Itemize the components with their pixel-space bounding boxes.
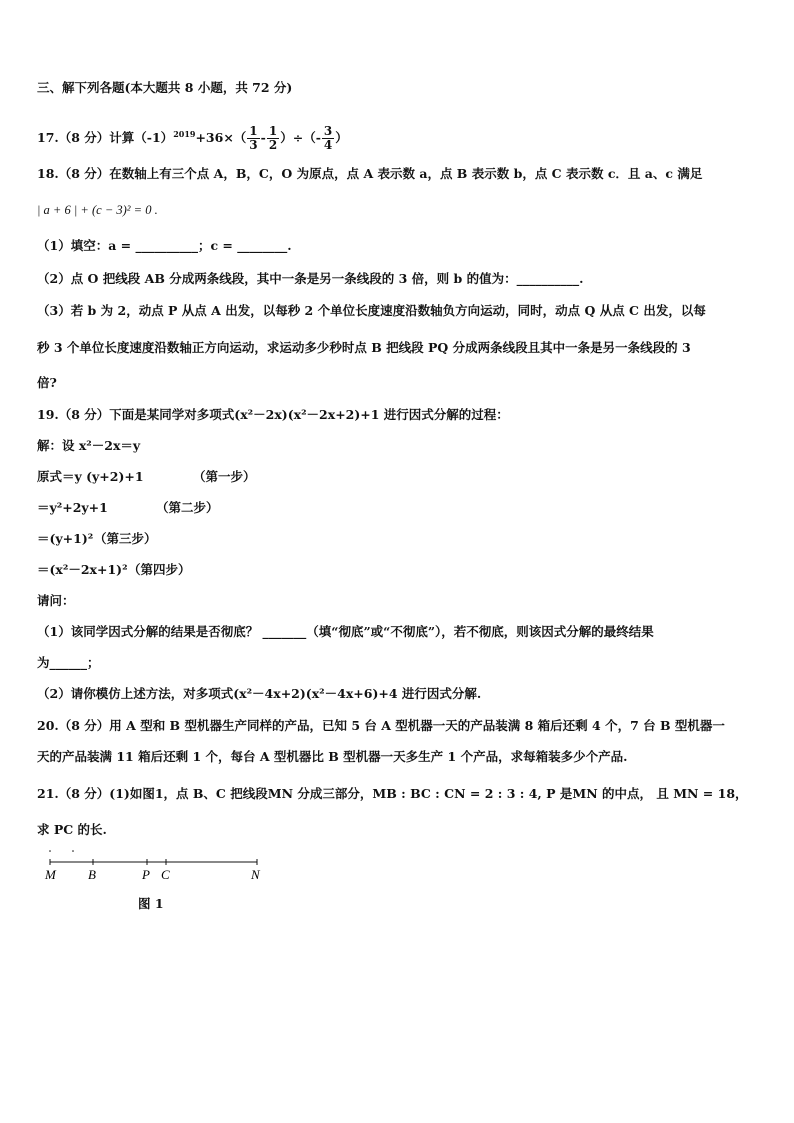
q19-part1-line2: 为______； bbox=[37, 655, 100, 670]
q20-line1: 20.（8 分）用 A 型和 B 型机器生产同样的产品，已知 5 台 A 型机器一天的产品装满 8 箱后还剩 4 个，7 台 B 型机器一 bbox=[37, 718, 725, 733]
frac1-num: 1 bbox=[249, 124, 258, 139]
dot-mark-2 bbox=[72, 850, 74, 852]
q21-line2: 求 PC 的长. bbox=[37, 822, 107, 837]
q17-end: ） bbox=[335, 130, 348, 146]
frac2-num: 1 bbox=[268, 124, 278, 139]
q18-part3-line3: 倍? bbox=[37, 375, 57, 390]
q20-line2: 天的产品装满 11 箱后还剩 1 个，每台 A 型机器比 B 型机器一天多生产 1 个产品，求每箱装多少个产品. bbox=[37, 749, 628, 764]
label-m: M bbox=[45, 867, 56, 882]
q19-line1: 19.（8 分）下面是某同学对多项式(x²－2x)(x²－2x+2)+1 进行因式分解的过程： bbox=[37, 407, 509, 422]
q19-step2-note: （第二步） bbox=[156, 500, 219, 515]
q18-part3-line1: （3）若 b 为 2，动点 P 从点 A 出发，以每秒 2 个单位长度速度沿数轴负方向运动，同时，动点 Q 从点 C 出发，以每 bbox=[37, 303, 706, 318]
frac2-den: 2 bbox=[268, 138, 278, 153]
section-title: 三、解下列各题(本大题共 8 小题，共 72 分) bbox=[37, 80, 293, 95]
q18-part1: （1）填空：a = __________；c = ________. bbox=[37, 238, 292, 253]
q18-part2: （2）点 O 把线段 AB 分成两条线段，其中一条是另一条线段的 3 倍，则 b 的值为：__________. bbox=[37, 271, 584, 286]
frac3-num: 3 bbox=[323, 124, 333, 139]
figure-1-caption: 图 1 bbox=[138, 896, 164, 911]
q17-fraction-3 bbox=[322, 125, 334, 152]
dot-mark-1 bbox=[49, 850, 51, 852]
q21-line1: 21.（8 分）(1)如图1，点 B、C 把线段MN 分成三部分，MB : BC : CN = 2 : 3 : 4, P 是MN 的中点， 且 MN = 18， bbox=[37, 786, 748, 801]
q19-step3: ＝(y+1)² bbox=[37, 531, 94, 546]
q19-part2: （2）请你模仿上述方法，对多项式(x²－4x+2)(x²－4x+6)+4 进行因式分解. bbox=[37, 686, 482, 701]
q19-step1: 原式＝y (y+2)+1 bbox=[37, 469, 144, 484]
q19-ask: 请问： bbox=[37, 593, 75, 608]
q17-mid: ）÷（- bbox=[280, 130, 321, 146]
figure-1-segment bbox=[38, 846, 298, 886]
q19-part1-line1: （1）该同学因式分解的结果是否彻底？ _______（填“彻底”或“不彻底”），若不彻底，则该因式分解的最终结果 bbox=[37, 624, 654, 639]
q19-step0: 解：设 x²－2x＝y bbox=[37, 438, 141, 453]
q19-step4: ＝(x²－2x+1)² bbox=[37, 562, 128, 577]
q17-label: 17.（8 分）计算（-1） bbox=[37, 130, 174, 146]
q18-part3-line2: 秒 3 个单位长度速度沿数轴正方向运动，求运动多少秒时点 B 把线段 PQ 分成两条线段且其中一条是另一条线段的 3 bbox=[37, 340, 691, 355]
q18-condition: | a + 6 | + (c − 3)² = 0 . bbox=[37, 203, 158, 217]
label-b: B bbox=[88, 867, 96, 882]
q19-step2: ＝y²+2y+1 bbox=[37, 500, 108, 515]
q17-fraction-1 bbox=[247, 125, 259, 152]
q17-minus: - bbox=[260, 130, 266, 146]
frac1-den: 3 bbox=[249, 138, 258, 153]
label-c: C bbox=[161, 867, 170, 882]
q18-line1: 18.（8 分）在数轴上有三个点 A，B，C，O 为原点，点 A 表示数 a，点 B 表示数 b，点 C 表示数 c．且 a、c 满足 bbox=[37, 166, 703, 181]
question-17 bbox=[37, 116, 348, 156]
label-n: N bbox=[251, 867, 260, 882]
frac3-den: 4 bbox=[323, 138, 333, 153]
q19-step4-note: （第四步） bbox=[128, 562, 191, 577]
q19-step1-note: （第一步） bbox=[193, 469, 256, 484]
q17-after-exp: +36×（ bbox=[195, 130, 247, 146]
label-p: P bbox=[142, 867, 150, 882]
q17-fraction-2 bbox=[267, 125, 279, 152]
q19-step3-note: （第三步） bbox=[94, 531, 157, 546]
q17-exponent: 2019 bbox=[173, 129, 196, 139]
